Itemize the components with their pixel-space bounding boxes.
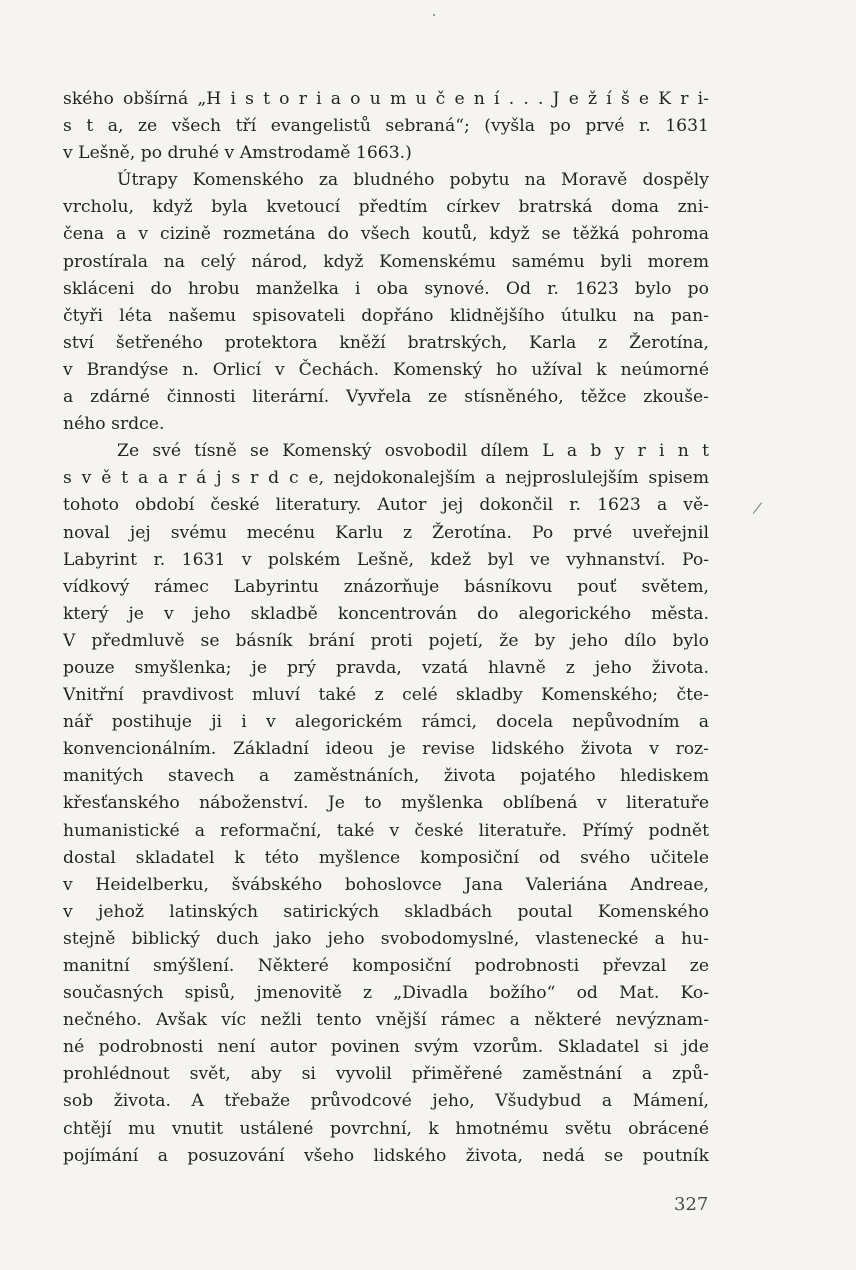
text-line: a zdárné činnosti literární. Vyvřela ze stísněného, těžce zkouše- — [63, 387, 709, 408]
text-line: prostírala na celý národ, když Komenskému samému byli morem — [63, 251, 709, 272]
text-line: dostal skladatel k této myšlence komposiční od svého učitele — [63, 847, 709, 868]
text-line: noval jej svému mecénu Karlu z Žerotína. Po prvé uveřejnil — [63, 522, 709, 543]
text-line: s t a, ze všech tří evangelistů sebraná“; (vyšla po prvé r. 1631 — [63, 116, 709, 137]
text-line: čena a v cizině rozmetána do všech koutů, když se těžká pohroma — [63, 224, 709, 245]
text-line: manitých stavech a zaměstnáních, života pojatého hlediskem — [63, 766, 709, 787]
text-line: nář postihuje ji i v alegorickém rámci, docela nepůvodním a — [63, 712, 709, 733]
text-line: nečného. Avšak víc nežli tento vnější rámec a některé nevýznam- — [63, 1010, 709, 1031]
text-line: současných spisů, jmenovitě z „Divadla božího“ od Mat. Ko- — [63, 983, 709, 1004]
text-line: vrcholu, když byla kvetoucí předtím církev bratrská doma zni- — [63, 197, 709, 218]
paper-speck — [433, 14, 435, 16]
body-text — [63, 86, 709, 1170]
text-line: chtějí mu vnutit ustálené povrchní, k hmotnému světu obrácené — [63, 1118, 709, 1139]
text-line: vídkový rámec Labyrintu znázorňuje básníkovu pouť světem, — [63, 576, 709, 597]
text-line: pojímání a posuzování všeho lidského života, nedá se poutník — [63, 1145, 709, 1166]
text-line: křesťanského náboženství. Je to myšlenka oblíbená v literatuře — [63, 793, 709, 814]
text-line: s v ě t a a r á j s r d c e, nejdokonalejším a nejproslulejším spisem — [63, 468, 709, 489]
text-line: manitní smýšlení. Některé komposiční podrobnosti převzal ze — [63, 956, 709, 976]
text-line: Útrapy Komenského za bludného pobytu na Moravě dospěly — [117, 170, 709, 191]
text-line: v jehož latinských satirických skladbách poutal Komenského — [63, 901, 709, 922]
text-line: v Heidelberku, švábského bohoslovce Jana Valeriána Andreae, — [63, 874, 709, 895]
text-line: pouze smyšlenka; je prý pravda, vzatá hlavně z jeho života. — [63, 657, 709, 678]
text-line: v Brandýse n. Orlicí v Čechách. Komenský ho užíval k neúmorné — [63, 359, 709, 380]
text-line: ského obšírná „H i s t o r i a o u m u č e n í . . . J e ž í š e K r i- — [63, 89, 709, 109]
text-line: stejně biblický duch jako jeho svobodomyslné, vlastenecké a hu- — [63, 928, 709, 949]
text-line: humanistické a reformační, také v české literatuře. Přímý podnět — [63, 820, 709, 841]
text-line: né podrobnosti není autor povinen svým vzorům. Skladatel si jde — [63, 1037, 709, 1058]
text-line: Ze své tísně se Komenský osvobodil dílem L a b y r i n t — [117, 441, 709, 462]
paper-speck — [753, 502, 762, 514]
text-line: v Lešně, po druhé v Amstrodamě 1663.) — [63, 143, 412, 164]
text-line: čtyři léta našemu spisovateli dopřáno klidnějšího útulku na pan- — [63, 305, 709, 326]
text-line: Vnitřní pravdivost mluví také z celé skladby Komenského; čte- — [63, 685, 709, 706]
text-line: skláceni do hrobu manželka i oba synové. Od r. 1623 bylo po — [63, 278, 709, 299]
page-number: 327 — [674, 1194, 709, 1215]
text-line: ného srdce. — [63, 414, 165, 435]
text-line: který je v jeho skladbě koncentrován do alegorického města. — [63, 603, 709, 624]
text-line: V předmluvě se básník brání proti pojetí, že by jeho dílo bylo — [63, 630, 709, 651]
text-line: ství šetřeného protektora kněží bratrských, Karla z Žerotína, — [63, 332, 709, 353]
text-line: sob života. A třebaže průvodcové jeho, Všudybud a Mámení, — [63, 1091, 709, 1112]
text-line: Labyrint r. 1631 v polském Lešně, kdež byl ve vyhnanství. Po- — [63, 549, 709, 570]
text-line: prohlédnout svět, aby si vyvolil přiměřené zaměstnání a způ- — [63, 1064, 709, 1085]
text-line: konvencionálním. Základní ideou je revise lidského života v roz- — [63, 739, 709, 760]
text-line: tohoto období české literatury. Autor jej dokončil r. 1623 a vě- — [63, 495, 709, 516]
